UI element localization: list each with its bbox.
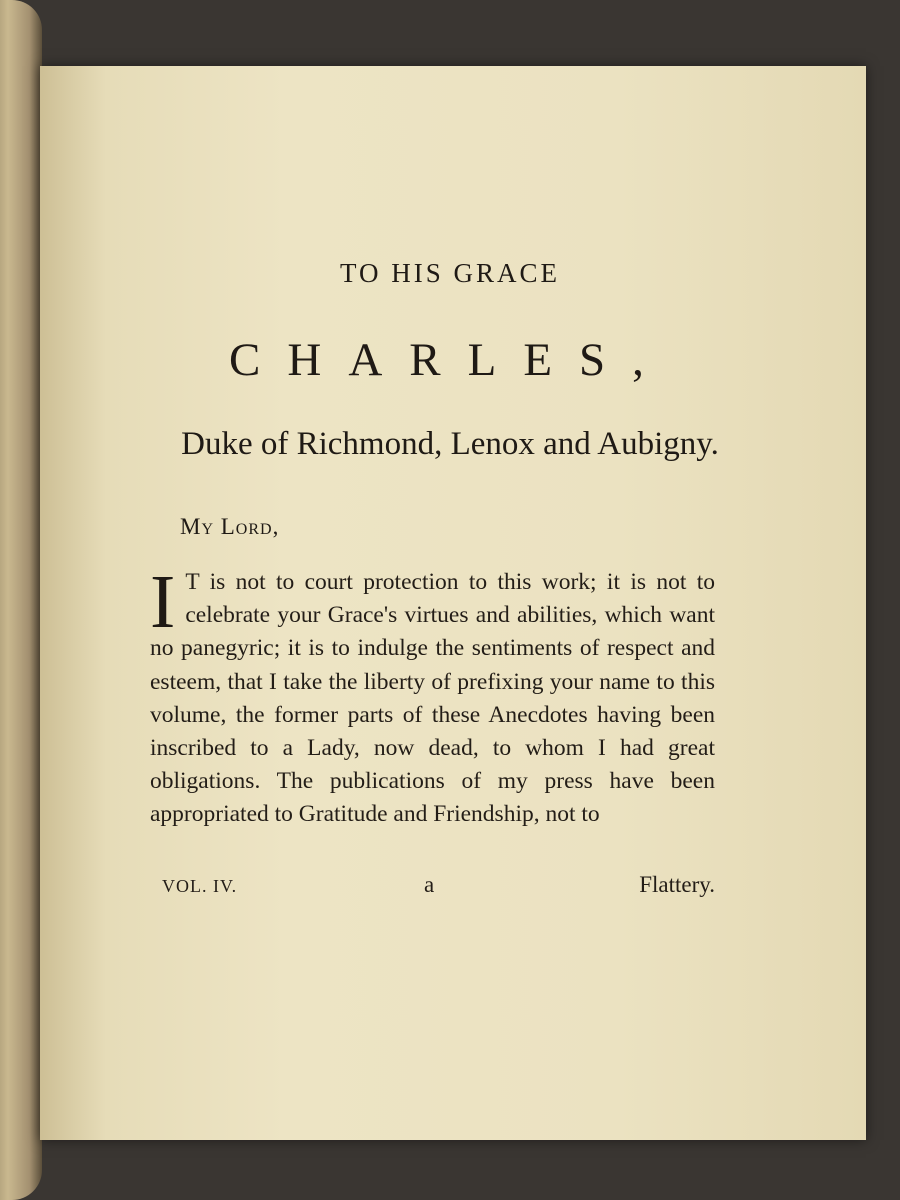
salutation: My Lord,: [180, 514, 280, 539]
signature-mark: a: [424, 872, 435, 897]
catchword: Flattery.: [639, 872, 715, 897]
heading-line: TO HIS GRACE: [339, 258, 561, 288]
body-paragraph: [150, 560, 715, 832]
page-footer: [150, 872, 715, 906]
left-page-edge: [0, 0, 42, 1200]
dedicatee-name: CHARLES,: [229, 334, 671, 386]
dedicatee-title: Duke of Richmond, Lenox and Aubigny.: [181, 426, 719, 462]
volume-signature: VOL. IV.: [162, 876, 238, 896]
body-text: T is not to court protection to this work; it is not to celebrate your Grace's virtues and abilities, which want no panegyric; it is to indulge the sentiments of respect and esteem, that I take the liberty of prefixing your name to this volume, the former parts of these Anecdotes having been inscribed to a Lady, now dead, to whom I had great obligations. The publications of my press have been appropriated to Gratitude and Friendship, not to: [150, 569, 715, 828]
drop-cap: I: [150, 560, 176, 644]
